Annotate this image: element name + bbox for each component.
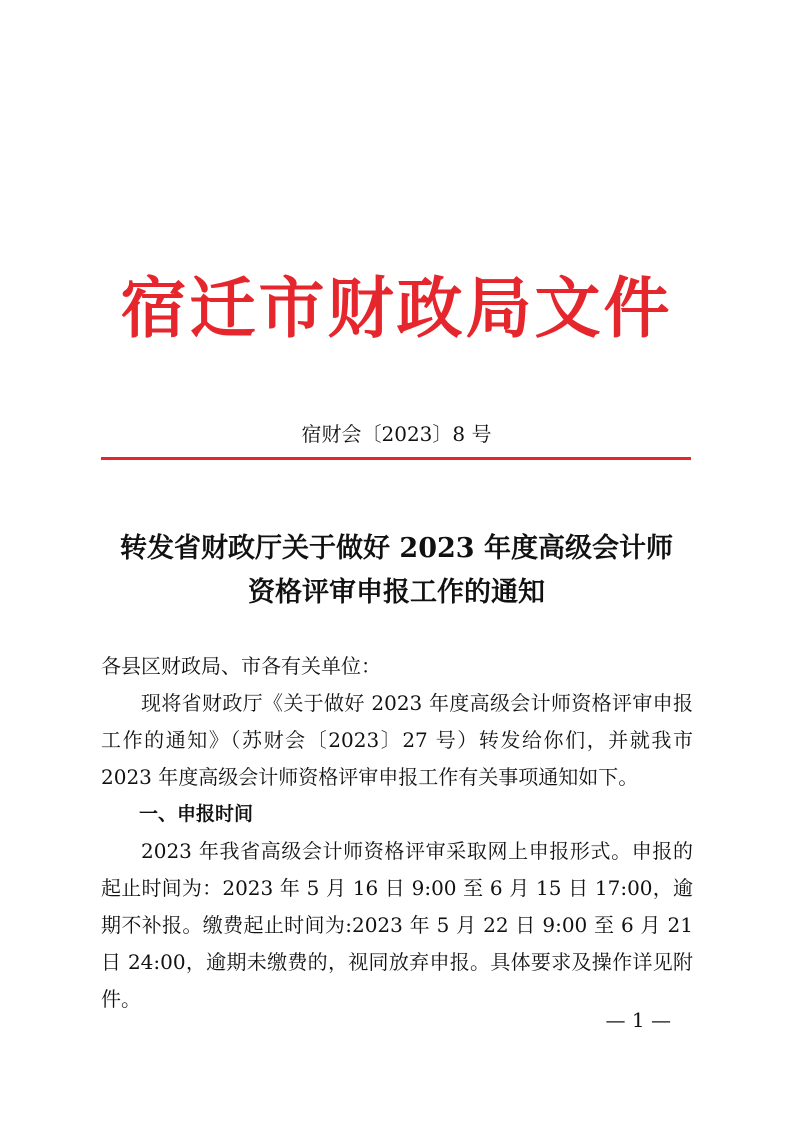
document-number: 宿财会〔2023〕8 号: [301, 422, 492, 446]
intro-paragraph: 现将省财政厅《关于做好 2023 年度高级会计师资格评审申报工作的通知》（苏财会〔2023〕27 号）转发给你们，并就我市 2023 年度高级会计师资格评审申报工作有关事项通知如下。: [101, 691, 693, 789]
red-divider-line: [101, 457, 691, 460]
document-title-line-2: 资格评审申报工作的通知: [248, 577, 545, 608]
section-paragraph-application-time: 2023 年我省高级会计师资格评审采取网上申报形式。申报的起止时间为：2023 年 5 月 16 日 9:00 至 6 月 15 日 17:00，逾期不补报。缴费起止时间为:2023 年 5 月 22 日 9:00 至 6 月 21 日 24:00，逾期未缴费的，视同放弃申报。具体要求及操作详见附件。: [101, 839, 693, 1011]
issuing-org-title: 宿迁市财政局文件: [120, 269, 673, 347]
document-title-line-1: 转发省财政厅关于做好 2023 年度高级会计师: [120, 533, 673, 564]
salutation: 各县区财政局、市各有关单位：: [101, 654, 381, 678]
section-heading-application-time: 一、申报时间: [139, 803, 254, 825]
document-body: [101, 648, 693, 1018]
page-number: — 1 —: [605, 1008, 671, 1032]
document-title: [80, 527, 713, 615]
